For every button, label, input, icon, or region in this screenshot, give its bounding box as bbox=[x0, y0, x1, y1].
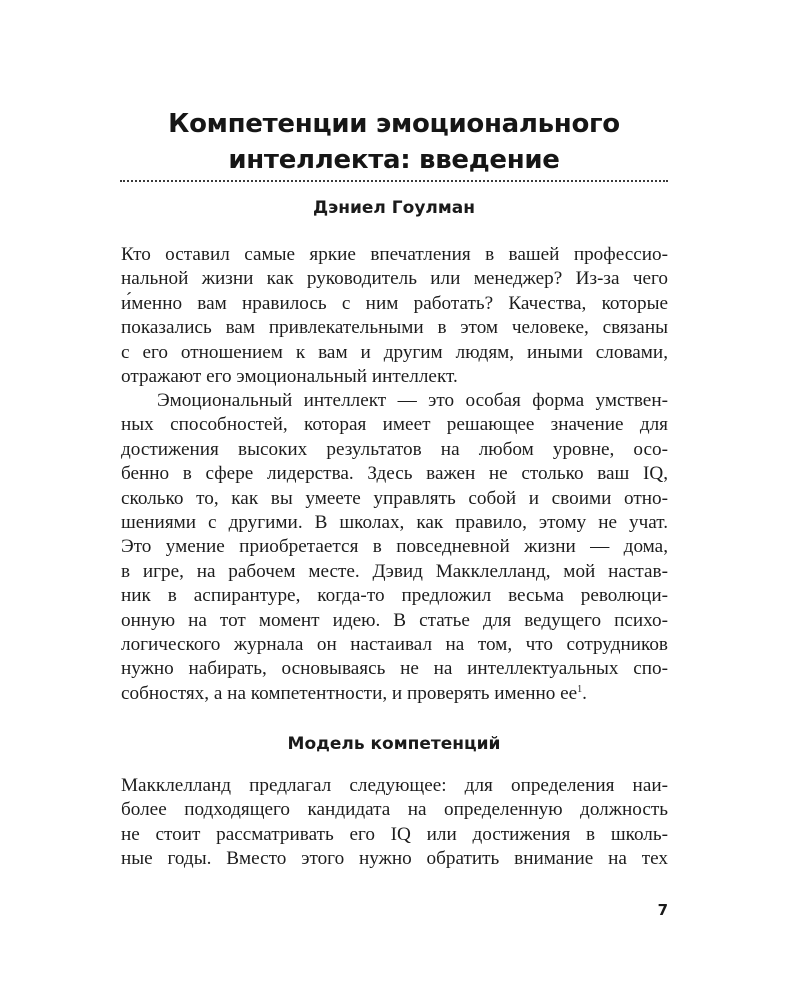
text-line: и́менно вам нравилось с ним работать? Качества, которые bbox=[121, 292, 668, 314]
page-number: 7 bbox=[657, 901, 668, 919]
section-heading: Модель компетенций bbox=[287, 734, 501, 754]
footnote-marker: 1 bbox=[577, 683, 583, 695]
chapter-title bbox=[120, 106, 668, 178]
text-line: более подходящего кандидата на определенную должность bbox=[121, 799, 668, 821]
text-line: нужно набирать, основываясь не на интеллектуальных спо- bbox=[121, 658, 668, 680]
text-line: в игре, на рабочем месте. Дэвид Макклелланд, мой настав- bbox=[121, 560, 668, 582]
text-line: ных способностей, которая имеет решающее значение для bbox=[121, 414, 668, 436]
text-line: сколько то, как вы умеете управлять собой и своими отно- bbox=[121, 487, 668, 509]
text-line: Кто оставил самые яркие впечатления в вашей профессио- bbox=[121, 244, 668, 265]
chapter-title-line-2: интеллекта: введение bbox=[228, 145, 560, 175]
text-line: Макклелланд предлагал следующее: для определения наи- bbox=[121, 775, 668, 796]
text-line: онную на тот момент идею. В статье для ведущего психо- bbox=[121, 609, 668, 631]
paragraph-competency-model bbox=[121, 774, 668, 872]
text-line: логического журнала он настаивал на том, что сотрудников bbox=[121, 633, 668, 655]
text-line: бенно в сфере лидерства. Здесь важен не столько ваш IQ, bbox=[121, 463, 668, 485]
text-line: ник в аспирантуре, когда-то предложил весьма революци- bbox=[121, 585, 668, 607]
text-line-content: собностях, а на компетентности, и проверять именно ее bbox=[121, 682, 578, 704]
chapter-title-line-1: Компетенции эмоционального bbox=[168, 109, 620, 139]
text-line: не стоит рассматривать его IQ или достижения в школь- bbox=[121, 823, 668, 845]
text-line: Это умение приобретается в повседневной жизни — дома, bbox=[121, 536, 668, 558]
chapter-author: Дэниел Гоулман bbox=[313, 198, 475, 218]
text-line: Эмоциональный интеллект — это особая форма умствен- bbox=[157, 390, 668, 411]
dotted-divider bbox=[120, 180, 668, 182]
text-line: показались вам привлекательными в этом человеке, связаны bbox=[121, 317, 668, 339]
text-line: достижения высоких результатов на любом уровне, осо- bbox=[121, 438, 668, 460]
text-line: шениями с другими. В школах, как правило, этому не учат. bbox=[121, 511, 668, 533]
text-line: отражают его эмоциональный интеллект. bbox=[121, 365, 458, 387]
paragraph-intro bbox=[121, 243, 668, 389]
paragraph-emotional-intelligence bbox=[121, 389, 668, 706]
text-line-last: собностях, а на компетентности, и проверять именно $ее^1$. bbox=[121, 682, 587, 704]
text-line: ные годы. Вместо этого нужно обратить внимание на тех bbox=[121, 848, 668, 870]
text-line: с его отношением к вам и другим людям, иными словами, bbox=[121, 341, 668, 363]
text-line: нальной жизни как руководитель или менеджер? Из-за чего bbox=[121, 268, 668, 290]
